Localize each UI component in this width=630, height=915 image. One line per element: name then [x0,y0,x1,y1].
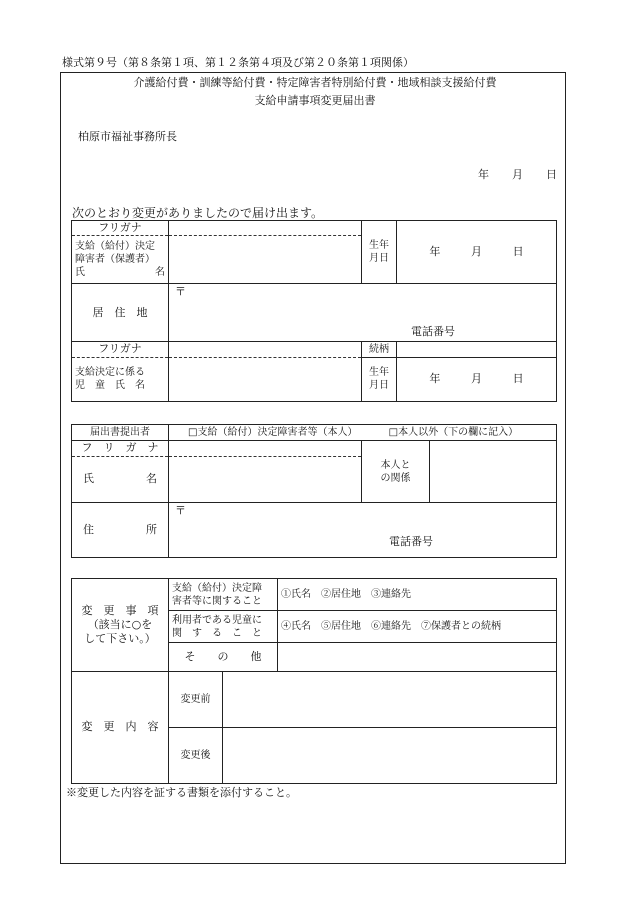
residence-label: 居 住 地 [72,284,169,342]
relation-to-self-label: 本人と の関係 [362,441,430,503]
submitter-label: 届出書提出者 [72,425,169,441]
relation-field[interactable] [397,342,557,357]
category-recipient-options[interactable]: ①氏名 ②居住地 ③連絡先 [278,579,557,611]
category-other-label: そ の 他 [169,643,278,672]
furigana-label: フリガナ [72,221,169,236]
submitter-name-label: 氏 名 [72,457,169,503]
option-other-checkbox[interactable]: □本人以外（下の欄に記入） [388,427,519,438]
after-label: 変更後 [169,728,223,784]
phone-label: 電話番号 [411,325,455,338]
furigana-field[interactable] [169,221,362,236]
change-content-label: 変 更 内 容 [72,672,169,784]
date-month-label: 月 [512,168,523,181]
form-title-line1: 介護給付費・訓練等給付費・特定障害者特別給付費・地域相談支援給付費 [133,76,497,89]
date-day-label: 日 [546,168,557,181]
date-year-label: 年 [478,168,489,181]
submitter-postal-mark: 〒 [175,504,186,517]
child-furigana-label: フリガナ [72,342,169,357]
recipient-table [71,220,557,402]
birthdate-label: 生年 月日 [362,221,397,284]
submitter-furigana-field[interactable] [169,441,362,457]
after-field[interactable] [223,728,557,784]
addressee: 柏原市福祉事務所長 [78,130,177,143]
child-furigana-field[interactable] [169,342,362,357]
submitter-phone-label: 電話番号 [389,534,433,548]
relation-label: 続柄 [362,342,397,357]
recipient-name-field[interactable] [169,236,362,284]
submitter-options [169,425,557,441]
category-other-field[interactable] [278,643,557,672]
option-self-checkbox[interactable]: □支給（給付）決定障害者等（本人） [188,427,358,438]
residence-field[interactable] [169,284,557,342]
child-birthdate-label: 生年 月日 [362,357,397,401]
submitter-address-label: 住 所 [72,503,169,558]
before-field[interactable] [223,672,557,728]
form-number: 様式第９号（第８条第１項、第１２条第４項及び第２０条第１項関係） [62,56,414,69]
form-title: 支給申請事項変更届出書 [254,94,376,107]
child-birthdate-field[interactable]: 年 月 日 [397,357,557,401]
change-table [71,578,557,784]
category-child-label: 利用者である児童に 関 す る こ と [169,611,278,643]
intro-text: 次のとおり変更がありましたので届け出ます。 [72,206,324,220]
child-name-field[interactable] [169,357,362,401]
submitter-address-field[interactable] [169,503,557,558]
before-label: 変更前 [169,672,223,728]
footnote: ※変更した内容を証する書類を添付すること。 [66,786,297,799]
submitter-name-field[interactable] [169,457,362,503]
change-item-label: 変 更 事 項 （該当に○を して下さい。） [72,579,169,672]
recipient-name-label: 支給（給付）決定 障害者（保護者） 氏 名 [72,236,169,284]
postal-mark: 〒 [175,285,186,299]
category-recipient-label: 支給（給付）決定障 害者等に関すること [169,579,278,611]
child-name-label: 支給決定に係る 児 童 氏 名 [72,357,169,401]
submitter-table [71,424,557,558]
submitter-furigana-label: フ リ ガ ナ [72,441,169,457]
relation-to-self-field[interactable] [430,441,557,503]
category-child-options[interactable]: ④氏名 ⑤居住地 ⑥連絡先 ⑦保護者との続柄 [278,611,557,643]
birthdate-field[interactable]: 年 月 日 [397,221,557,284]
